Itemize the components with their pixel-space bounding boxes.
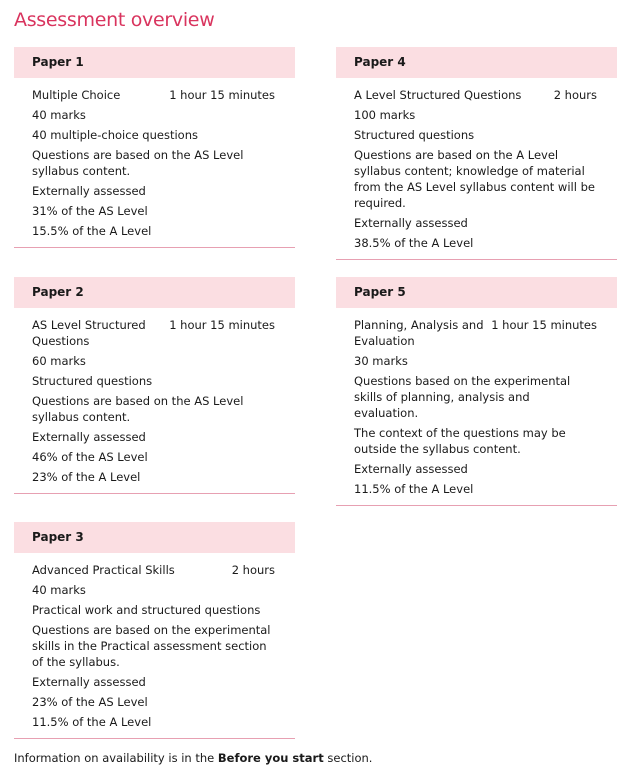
paper-marks: 40 marks: [32, 108, 86, 122]
paper-assessment: Externally assessed: [32, 675, 146, 689]
paper-context-note: The context of the questions may be outside the syllabus content.: [354, 426, 566, 456]
paper-title-row: [354, 317, 597, 349]
paper-content-basis: Questions are based on the experimental skills in the Practical assessment section of the syllabus.: [32, 623, 271, 669]
paper-assessment: Externally assessed: [354, 462, 468, 476]
paper-title-row: [32, 317, 275, 349]
paper-weighting-as: 31% of the AS Level: [32, 204, 148, 218]
footer-text-end: section.: [323, 751, 373, 765]
paper-duration: 1 hour 15 minutes: [491, 318, 597, 332]
paper-header: Paper 2: [14, 277, 295, 308]
paper-weighting-a: 15.5% of the A Level: [32, 224, 152, 238]
paper-marks: 60 marks: [32, 354, 86, 368]
paper-2-card: [14, 277, 295, 494]
paper-assessment: Externally assessed: [354, 216, 468, 230]
paper-marks: 30 marks: [354, 354, 408, 368]
paper-weighting-a: 11.5% of the A Level: [354, 482, 474, 496]
paper-title-row: [354, 87, 597, 103]
paper-details: [14, 78, 295, 247]
paper-content-basis: Questions are based on the A Level syllabus content; knowledge of material from the AS Level syllabus content will be required.: [354, 148, 595, 210]
paper-4-card: [336, 47, 617, 260]
paper-marks: 40 marks: [32, 583, 86, 597]
paper-weighting-a: 38.5% of the A Level: [354, 236, 474, 250]
paper-3-card: [14, 522, 295, 739]
paper-name: A Level Structured Questions: [354, 88, 522, 102]
paper-details: [14, 553, 295, 738]
paper-question-type: Practical work and structured questions: [32, 603, 261, 617]
paper-header: Paper 5: [336, 277, 617, 308]
paper-title-row: [32, 562, 275, 578]
paper-question-type: Structured questions: [32, 374, 153, 388]
paper-content-basis: Questions are based on the AS Level syllabus content.: [32, 148, 244, 178]
footer-text: Information on availability is in the: [14, 751, 218, 765]
paper-marks: 100 marks: [354, 108, 416, 122]
paper-weighting-a: 23% of the A Level: [32, 470, 141, 484]
paper-name: Advanced Practical Skills: [32, 563, 175, 577]
paper-header: Paper 1: [14, 47, 295, 78]
paper-details: [336, 308, 617, 505]
paper-duration: 1 hour 15 minutes: [169, 88, 275, 102]
paper-question-type: Structured questions: [354, 128, 475, 142]
paper-assessment: Externally assessed: [32, 184, 146, 198]
paper-title-row: [32, 87, 275, 103]
paper-name: Multiple Choice: [32, 88, 121, 102]
paper-content-basis: Questions based on the experimental skills of planning, analysis and evaluation.: [354, 374, 571, 420]
before-you-start-reference: Before you start: [217, 751, 324, 765]
paper-weighting-a: 11.5% of the A Level: [32, 715, 152, 729]
page-title: Assessment overview: [14, 9, 215, 31]
paper-name: Planning, Analysis and Evaluation: [354, 318, 484, 348]
paper-5-card: [336, 277, 617, 506]
paper-content-basis: Questions are based on the AS Level syllabus content.: [32, 394, 244, 424]
paper-header: Paper 4: [336, 47, 617, 78]
paper-weighting-as: 23% of the AS Level: [32, 695, 148, 709]
paper-duration: 2 hours: [553, 88, 597, 102]
paper-duration: 2 hours: [231, 563, 275, 577]
paper-details: [336, 78, 617, 259]
paper-duration: 1 hour 15 minutes: [169, 318, 275, 332]
paper-header: Paper 3: [14, 522, 295, 553]
paper-details: [14, 308, 295, 493]
availability-note: [14, 751, 372, 765]
paper-1-card: [14, 47, 295, 248]
paper-name: AS Level Structured Questions: [32, 318, 146, 348]
paper-weighting-as: 46% of the AS Level: [32, 450, 148, 464]
paper-question-type: 40 multiple-choice questions: [32, 128, 198, 142]
paper-assessment: Externally assessed: [32, 430, 146, 444]
